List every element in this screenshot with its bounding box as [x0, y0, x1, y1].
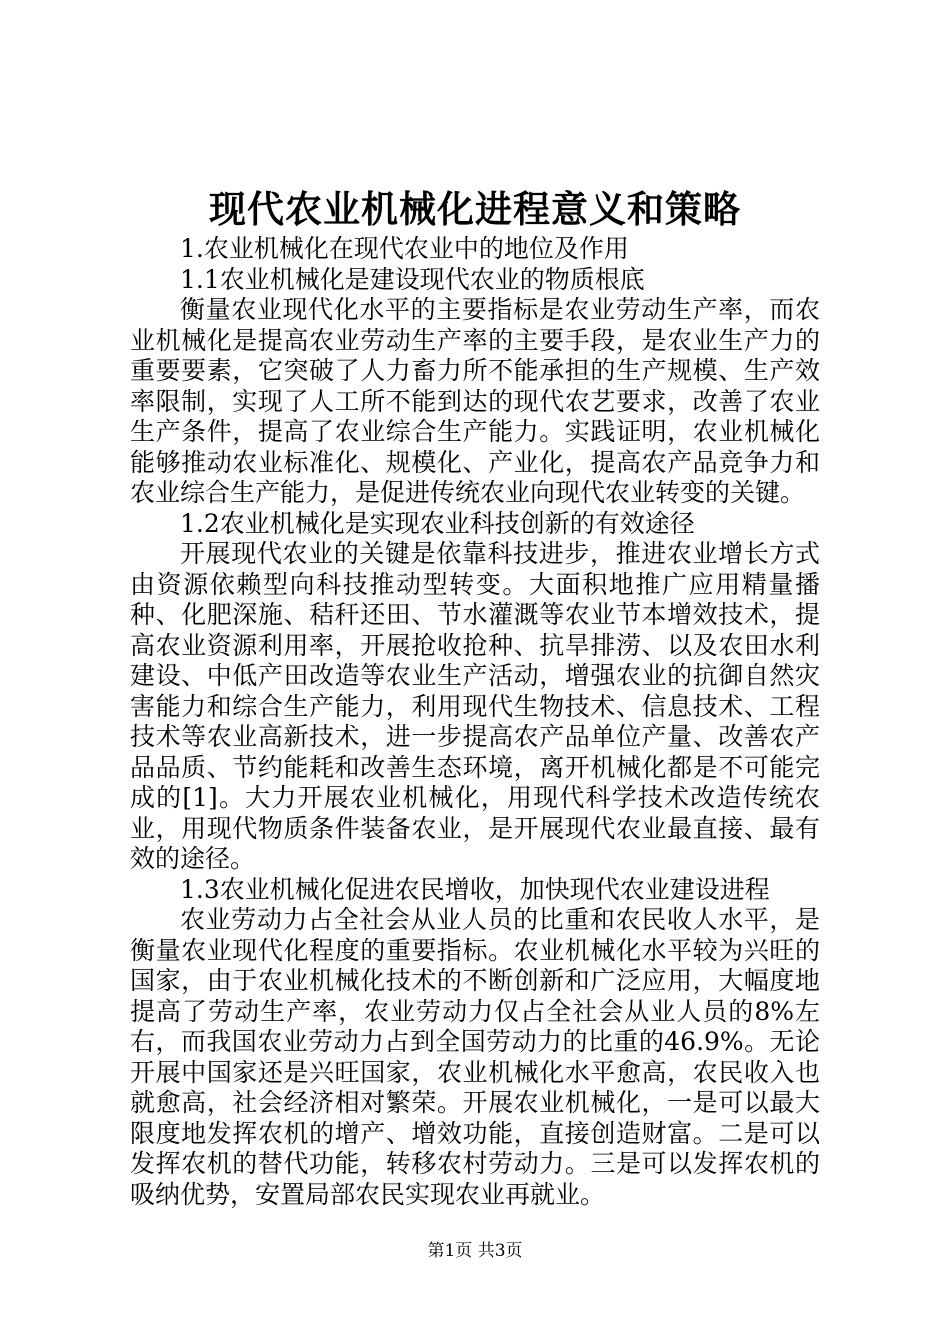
body-paragraph: 开展现代农业的关键是依靠科技进步，推进农业增长方式由资源依赖型向科技推动型转变。大面积地推广应用精量播种、化肥深施、秸秆还田、节水灌溉等农业节本增效技术，提高农业资源利用率，开展抢收抢种、抗旱排涝、以及农田水利建设、中低产田改造等农业生产活动，增强农业的抗御自然灾害能力和综合生产能力，利用现代生物技术、信息技术、工程技术等农业高新技术，进一步提高农产品单位产量、改善农产品品质、节约能耗和改善生态环境，离开机械化都是不可能完成的[1]。大力开展农业机械化，用现代科学技术改造传统农业，用现代物质条件装备农业，是开展现代农业最直接、最有效的途径。 — [130, 539, 820, 873]
section-heading: 1.农业机械化在现代农业中的地位及作用 — [180, 234, 629, 263]
page-number-footer: 第1页 共3页 — [427, 1241, 523, 1261]
document-title: 现代农业机械化进程意义和策略 — [209, 187, 741, 231]
body-paragraph: 农业劳动力占全社会从业人员的比重和农民收人水平，是衡量农业现代化程度的重要指标。农业机械化水平较为兴旺的国家，由于农业机械化技术的不断创新和广泛应用，大幅度地提高了劳动生产率，农业劳动力仅占全社会从业人员的8%左右，而我国农业劳动力占到全国劳动力的比重的46.9%。无论开展中国家还是兴旺国家，农业机械化水平愈高，农民收入也就愈高，社会经济相对繁荣。开展农业机械化，一是可以最大限度地发挥农机的增产、增效功能，直接创造财富。二是可以发挥农机的替代功能，转移农村劳动力。三是可以发挥农机的吸纳优势，安置局部农民实现农业再就业。 — [130, 905, 820, 1209]
subsection-heading: 1.1农业机械化是建设现代农业的物质根底 — [180, 264, 645, 294]
body-paragraph: 衡量农业现代化水平的主要指标是农业劳动生产率，而农业机械化是提高农业劳动生产率的主要手段，是农业生产力的重要要素，它突破了人力畜力所不能承担的生产规模、生产效率限制，实现了人工所不能到达的现代农艺要求，改善了农业生产条件，提高了农业综合生产能力。实践证明，农业机械化能够推动农业标准化、规模化、产业化，提高农产品竞争力和农业综合生产能力，是促进传统农业向现代农业转变的关键。 — [130, 295, 820, 507]
document-body — [130, 234, 820, 1210]
subsection-heading: 1.3农业机械化促进农民增收，加快现代农业建设进程 — [180, 874, 770, 904]
subsection-heading: 1.2农业机械化是实现农业科技创新的有效途径 — [180, 508, 695, 538]
